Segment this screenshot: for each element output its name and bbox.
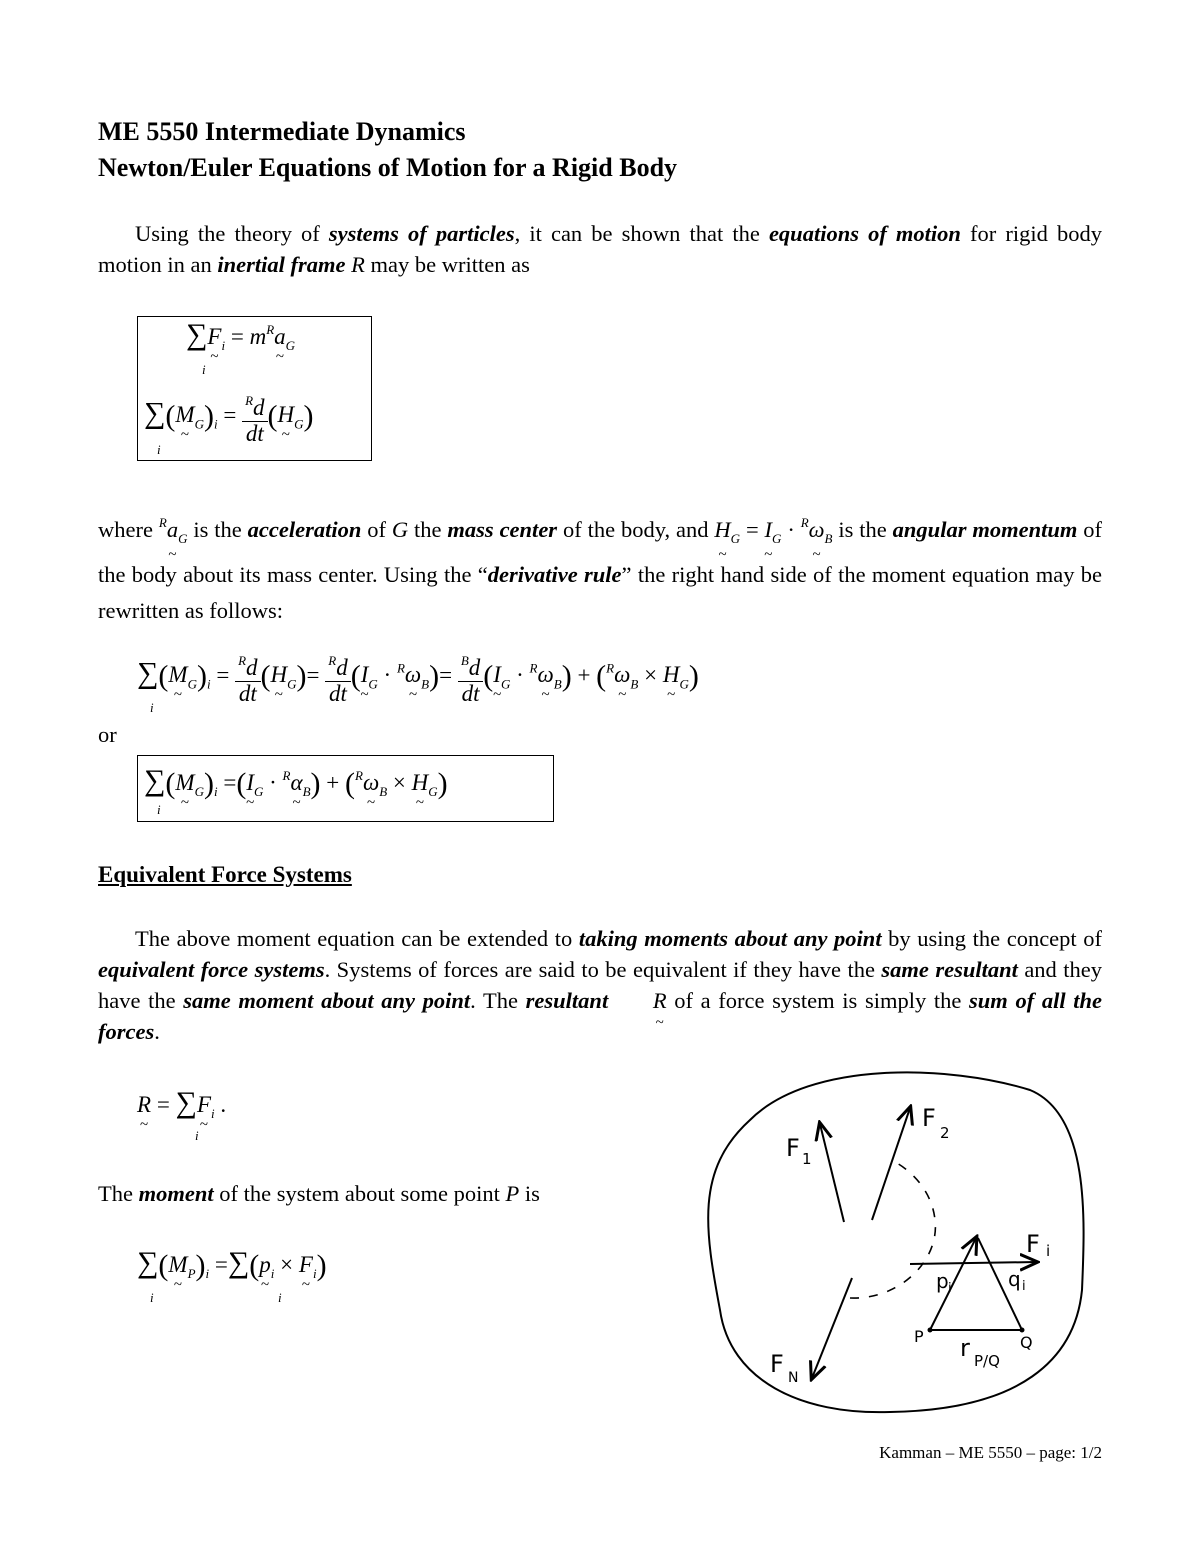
label-qi-sub: i bbox=[1022, 1279, 1026, 1294]
label-qi: q bbox=[1008, 1267, 1021, 1291]
emph-text: angular momentum bbox=[892, 517, 1078, 542]
or-label: or bbox=[98, 722, 117, 747]
emph-text: equivalent force systems bbox=[98, 957, 325, 982]
label-fi-sub: i bbox=[1046, 1242, 1051, 1260]
label-point-q: Q bbox=[1020, 1333, 1033, 1352]
page-footer: Kamman – ME 5550 – page: 1/2 bbox=[879, 1443, 1102, 1462]
label-f1: F bbox=[786, 1134, 800, 1162]
emph-text: moment bbox=[138, 1181, 214, 1206]
label-f2: F bbox=[922, 1104, 936, 1132]
point-q-dot bbox=[1020, 1328, 1025, 1333]
sum-index: i bbox=[195, 1128, 199, 1143]
inline-math-aG: $^R$a $\sim_G$ bbox=[159, 517, 188, 542]
force-fn-arrow bbox=[812, 1278, 852, 1378]
label-point-p: P bbox=[914, 1327, 924, 1346]
text: of the system about some point bbox=[213, 1181, 506, 1206]
equation-moment-final: ∑(M $\sim_G)_i =(I$ $\sim_G \cdot ^R\alpha$ $\sim_B) + (^R\omega$ $\sim_B \times H$ $\sim_G$) bbox=[144, 766, 448, 801]
equation-sum-moments: ∑(M $\sim_G)_i$ = $\frac{^Rd}{dt}$ (H $\sim_G$) bbox=[144, 388, 314, 446]
text: of a force system is simply the bbox=[666, 988, 970, 1013]
label-f2-sub: 2 bbox=[940, 1124, 950, 1142]
label-pi-sub: i bbox=[948, 1281, 952, 1296]
equation-sum-forces: ∑F $\sim_i = m^Ra$ $\sim_G$ bbox=[186, 320, 295, 354]
force-system-diagram bbox=[690, 1060, 1110, 1420]
text: Using the theory of bbox=[135, 221, 329, 246]
sum-index: i bbox=[278, 1290, 282, 1305]
emph-text: same moment about any point bbox=[183, 988, 471, 1013]
title-line-1: ME 5550 Intermediate Dynamics bbox=[98, 117, 466, 146]
force-f2-arrow bbox=[872, 1108, 910, 1220]
equivalent-force-paragraph bbox=[98, 923, 1102, 1047]
emph-text: sum of all the forces bbox=[98, 988, 1102, 1044]
acceleration-paragraph bbox=[98, 505, 1102, 629]
text: , it can be shown that the bbox=[514, 221, 769, 246]
text: where bbox=[98, 517, 159, 542]
text: is bbox=[519, 1181, 540, 1206]
emph-text: resultant bbox=[525, 988, 609, 1013]
text: by using the concept of bbox=[881, 926, 1103, 951]
text: is the bbox=[832, 517, 893, 542]
emph-text: acceleration bbox=[247, 517, 362, 542]
sum-index: i bbox=[150, 1290, 154, 1305]
emph-text: systems of particles bbox=[328, 221, 515, 246]
italic-text: R bbox=[351, 252, 365, 277]
text: for rigid body motion in an bbox=[98, 221, 1102, 277]
dashed-arc bbox=[850, 1162, 935, 1298]
emph-text: mass center bbox=[447, 517, 558, 542]
text: The above moment equation can be extended to bbox=[135, 926, 579, 951]
intro-paragraph bbox=[98, 218, 1102, 280]
force-fi-arrow bbox=[910, 1262, 1036, 1264]
label-fn: F bbox=[770, 1350, 784, 1378]
label-r-sub: P/Q bbox=[974, 1352, 1000, 1370]
equation-moment-p: ∑(M $\sim_P)_i =\sum(p$ $\sim_i \times F$ $\sim_i$) bbox=[137, 1248, 327, 1283]
italic-text: P bbox=[505, 1181, 520, 1206]
text: ” the right hand side of the moment equation may be rewritten as follows: bbox=[98, 562, 1102, 623]
inline-math-HG: H $\sim_G = I$ $\sim_G \cdot ^R\omega$ $\sim_B$ bbox=[714, 517, 832, 542]
text: the bbox=[408, 517, 448, 542]
text: of the body, and bbox=[557, 517, 715, 542]
label-fn-sub: N bbox=[788, 1370, 799, 1386]
text: may be written as bbox=[364, 252, 530, 277]
label-r: r bbox=[960, 1334, 970, 1362]
equation-resultant: R ~ = ∑F $\sim_i$ . bbox=[137, 1088, 226, 1122]
sum-index: i bbox=[150, 700, 154, 715]
sum-index: i bbox=[157, 802, 161, 817]
text: of bbox=[361, 517, 392, 542]
text: is the bbox=[187, 517, 248, 542]
inline-math-R: R ~ bbox=[616, 988, 667, 1013]
emph-text: same resultant bbox=[881, 957, 1018, 982]
label-fi: F bbox=[1026, 1230, 1040, 1258]
sum-index: i bbox=[157, 442, 161, 457]
sum-index: i bbox=[202, 362, 206, 377]
equation-derivative-rule: ∑(M $\sim_G)_i$ = $\frac{^Rd}{dt}$ (H $\sim_G)=$ $\frac{^Rd}{dt}$ (I $\sim_G \cdot ^R\omega$ $\sim_B)=$ $\frac{^Bd}{dt}$ (I $\sim_G \cdot ^R\omega$ $\sim_B) + (^R\omega$ $\sim_B \times H$ $\sim_G$) bbox=[137, 648, 699, 706]
force-f1-arrow bbox=[820, 1124, 844, 1222]
text: . bbox=[154, 1019, 160, 1044]
text: and they have the bbox=[98, 957, 1102, 1013]
italic-text: G bbox=[391, 517, 409, 542]
emph-text: taking moments about any point bbox=[578, 926, 882, 951]
point-p-dot bbox=[928, 1328, 933, 1333]
title-line-2: Newton/Euler Equations of Motion for a Rigid Body bbox=[98, 153, 678, 182]
text: of the body about its mass center. Using the “ bbox=[98, 517, 1103, 587]
emph-text: inertial frame bbox=[217, 252, 346, 277]
section-heading: Equivalent Force Systems bbox=[98, 862, 352, 887]
label-f1-sub: 1 bbox=[802, 1150, 812, 1168]
text: . The bbox=[470, 988, 526, 1013]
emph-text: equations of motion bbox=[768, 221, 961, 246]
emph-text: derivative rule bbox=[487, 562, 622, 587]
text: . Systems of forces are said to be equivalent if they have the bbox=[324, 957, 882, 982]
label-pi: p bbox=[936, 1269, 949, 1293]
text: The bbox=[98, 1181, 139, 1206]
